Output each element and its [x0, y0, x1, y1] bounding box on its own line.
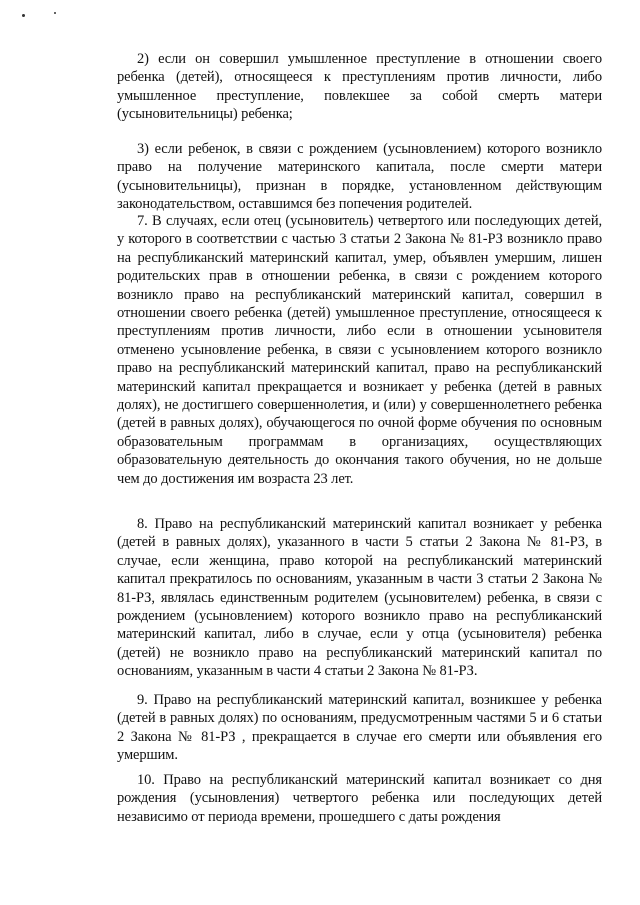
paragraph-item-9: 9. Право на республиканский материнский капитал, возникшее у ребенка (детей в равных долях) по основаниям, предусмотренным частями 5 и 6 статьи 2 Закона № 81-РЗ , прекращается в случае его смерти или объявления его умершим.	[117, 692, 602, 764]
paragraph-item-10: 10. Право на республиканский материнский капитал возникает со дня рождения (усыновления) четвертого ребенка или последующих детей независимо от периода времени, прошедшего с даты рождения	[117, 772, 602, 825]
scan-speck	[22, 14, 25, 17]
paragraph-item-7: 7. В случаях, если отец (усыновитель) четвертого или последующих детей, у которого в соответствии с частью 3 статьи 2 Закона № 81-РЗ возникло право на республиканский материнский капитал, умер, объявлен умершим, лишен родительских прав в отношении ребенка, в связи с рождением которого возникло право на республиканский материнский капитал, совершил в отношении своего ребенка (детей) умышленное преступление, относящееся к преступлениям против личности, либо если в отношении усыновителя отменено усыновление ребенка, в связи с усыновлением которого возникло право на республиканский материнский капитал, право на республиканский материнский капитал прекращается и возникает у ребенка (детей в равных долях), не достигшего совершеннолетия, и (или) у совершеннолетнего ребенка (детей в равных долях), обучающегося по очной форме обучения по основным образовательным программам в организациях, осуществляющих образовательную деятельность до окончания такого обучения, но не дольше чем до достижения им возраста 23 лет.	[117, 213, 602, 487]
paragraph-clause-2: 2) если он совершил умышленное преступление в отношении своего ребенка (детей), относящееся к преступлениям против личности, либо умышленное преступление, повлекшее за собой смерть матери (усыновительницы) ребенка;	[117, 51, 602, 123]
paragraph-clause-3: 3) если ребенок, в связи с рождением (усыновлением) которого возникло право на получение материнского капитала, после смерти матери (усыновительницы), признан в порядке, установленном действующим законодательством, оставшимся без попечения родителей.	[117, 141, 602, 213]
scan-speck	[54, 12, 56, 14]
paragraph-item-8: 8. Право на республиканский материнский капитал возникает у ребенка (детей в равных долях), указанного в части 5 статьи 2 Закона № 81-РЗ, в случае, если женщина, право которой на республиканский материнский капитал прекратилось по основаниям, указанным в части 3 статьи 2 Закона № 81-РЗ, являлась единственным родителем (усыновителем) ребенка, в связи с рождением (усыновлением) которого возникло право на республиканский материнский капитал, либо в случае, если у отца (усыновителя) ребенка (детей) не возникло право на республиканский материнский капитал по основаниям, указанным в части 4 статьи 2 Закона № 81-РЗ.	[117, 516, 602, 680]
